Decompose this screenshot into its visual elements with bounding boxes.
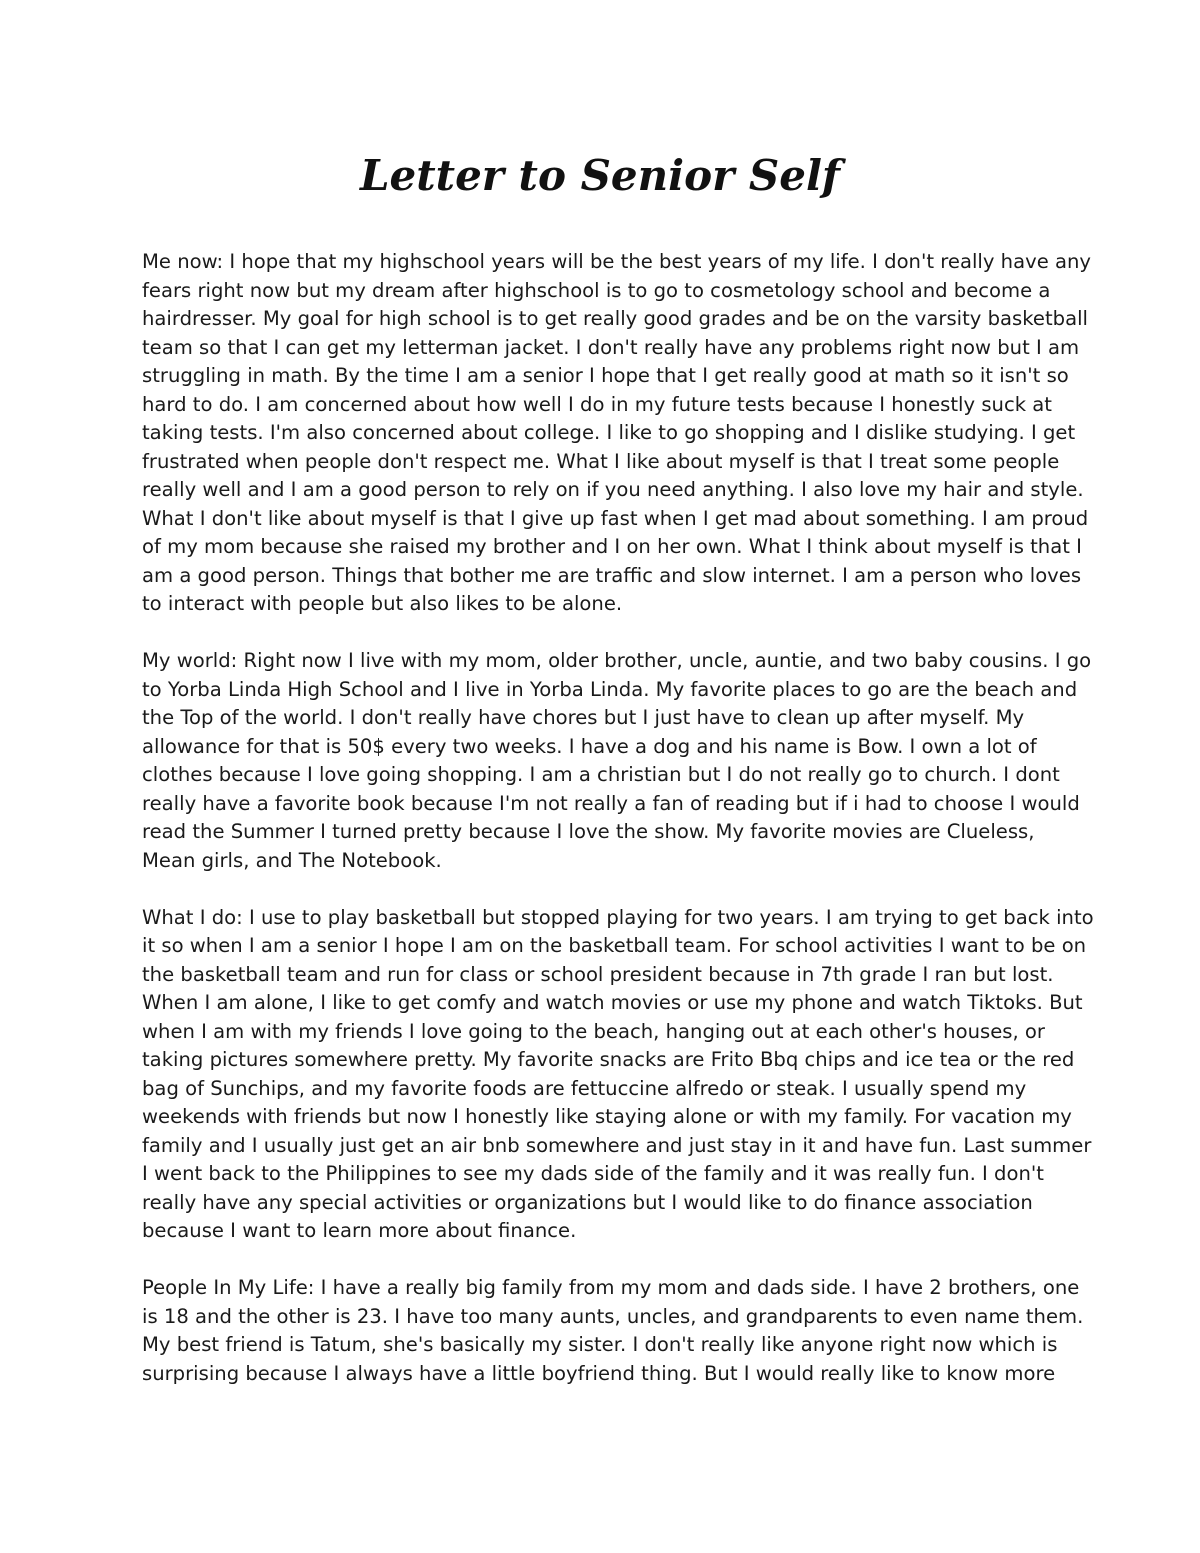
text-line: the Top of the world. I don't really have chores but I just have to clean up after myself. My: [142, 706, 1025, 729]
document-body: [142, 248, 1094, 1417]
text-line: When I am alone, I like to get comfy and watch movies or use my phone and watch Tiktoks. But: [142, 991, 1083, 1014]
text-line: because I want to learn more about finance.: [142, 1219, 577, 1242]
text-line: hard to do. I am concerned about how well I do in my future tests because I honestly suck at: [142, 392, 1052, 416]
text-line: to interact with people but also likes to be alone.: [142, 592, 623, 615]
text-line: the basketball team and run for class or school president because in 7th grade I ran but lost.: [142, 962, 1054, 986]
text-line: weekends with friends but now I honestly like staying alone or with my family. For vacation my: [142, 1105, 1072, 1128]
text-line: it so when I am a senior I hope I am on the basketball team. For school activities I want to be on: [142, 934, 1087, 957]
paragraph: [142, 647, 1092, 875]
text-line: am a good person. Things that bother me are traffic and slow internet. I am a person who loves: [142, 563, 1082, 587]
text-line: to Yorba Linda High School and I live in Yorba Linda. My favorite places to go are the beach and: [142, 677, 1078, 701]
text-line: surprising because I always have a little boyfriend thing. But I would really like to know more: [142, 1361, 1056, 1385]
text-line: clothes because I love going shopping. I am a christian but I do not really go to church. I dont: [142, 763, 1060, 786]
text-line: hairdresser. My goal for high school is to get really good grades and be on the varsity basketball: [142, 307, 1088, 330]
text-line: bag of Sunchips, and my favorite foods are fettuccine alfredo or steak. I usually spend my: [142, 1076, 1027, 1100]
document-title: Letter to Senior Self: [360, 151, 840, 200]
text-line: of my mom because she raised my brother and I on her own. What I think about myself is that I: [142, 535, 1082, 558]
text-line: I went back to the Philippines to see my dads side of the family and it was really fun. I don't: [142, 1162, 1044, 1185]
text-line: People In My Life: I have a really big family from my mom and dads side. I have 2 brothers, one: [142, 1276, 1080, 1299]
text-line: My best friend is Tatum, she's basically my sister. I don't really like anyone right now which is: [142, 1333, 1058, 1356]
text-line: really have a favorite book because I'm not really a fan of reading but if i had to choose I would: [142, 791, 1080, 815]
text-line: taking tests. I'm also concerned about college. I like to go shopping and I dislike studying. I get: [142, 421, 1076, 444]
text-line: frustrated when people don't respect me. What I like about myself is that I treat some people: [142, 449, 1060, 473]
paragraph: [142, 248, 1091, 619]
text-line: read the Summer I turned pretty because I love the show. My favorite movies are Clueless,: [142, 820, 1035, 843]
text-line: Me now: I hope that my highschool years will be the best years of my life. I don't really have any: [142, 250, 1091, 273]
paragraph: [142, 904, 1094, 1246]
text-line: My world: Right now I live with my mom, older brother, uncle, auntie, and two baby cousins. I go: [142, 649, 1092, 672]
text-line: allowance for that is 50$ every two weeks. I have a dog and his name is Bow. I own a lot of: [142, 734, 1037, 758]
text-line: really well and I am a good person to rely on if you need anything. I also love my hair and style.: [142, 478, 1084, 501]
text-line: is 18 and the other is 23. I have too many aunts, uncles, and grandparents to even name them.: [142, 1304, 1084, 1328]
text-line: team so that I can get my letterman jacket. I don't really have any problems right now but I am: [142, 335, 1080, 359]
text-line: when I am with my friends I love going to the beach, hanging out at each other's houses, or: [142, 1019, 1045, 1043]
text-line: taking pictures somewhere pretty. My favorite snacks are Frito Bbq chips and ice tea or the red: [142, 1048, 1075, 1071]
text-line: really have any special activities or organizations but I would like to do finance association: [142, 1190, 1033, 1214]
text-line: struggling in math. By the time I am a senior I hope that I get really good at math so it isn't so: [142, 364, 1069, 387]
text-line: Mean girls, and The Notebook.: [142, 848, 442, 872]
paragraph: [142, 1274, 1084, 1388]
text-line: family and I usually just get an air bnb somewhere and just stay in it and have fun. Last summer: [142, 1133, 1092, 1157]
text-line: What I do: I use to play basketball but stopped playing for two years. I am trying to get back into: [142, 905, 1094, 929]
text-line: What I don't like about myself is that I give up fast when I get mad about something. I am proud: [142, 506, 1089, 530]
text-line: fears right now but my dream after highschool is to go to cosmetology school and become a: [142, 278, 1051, 302]
